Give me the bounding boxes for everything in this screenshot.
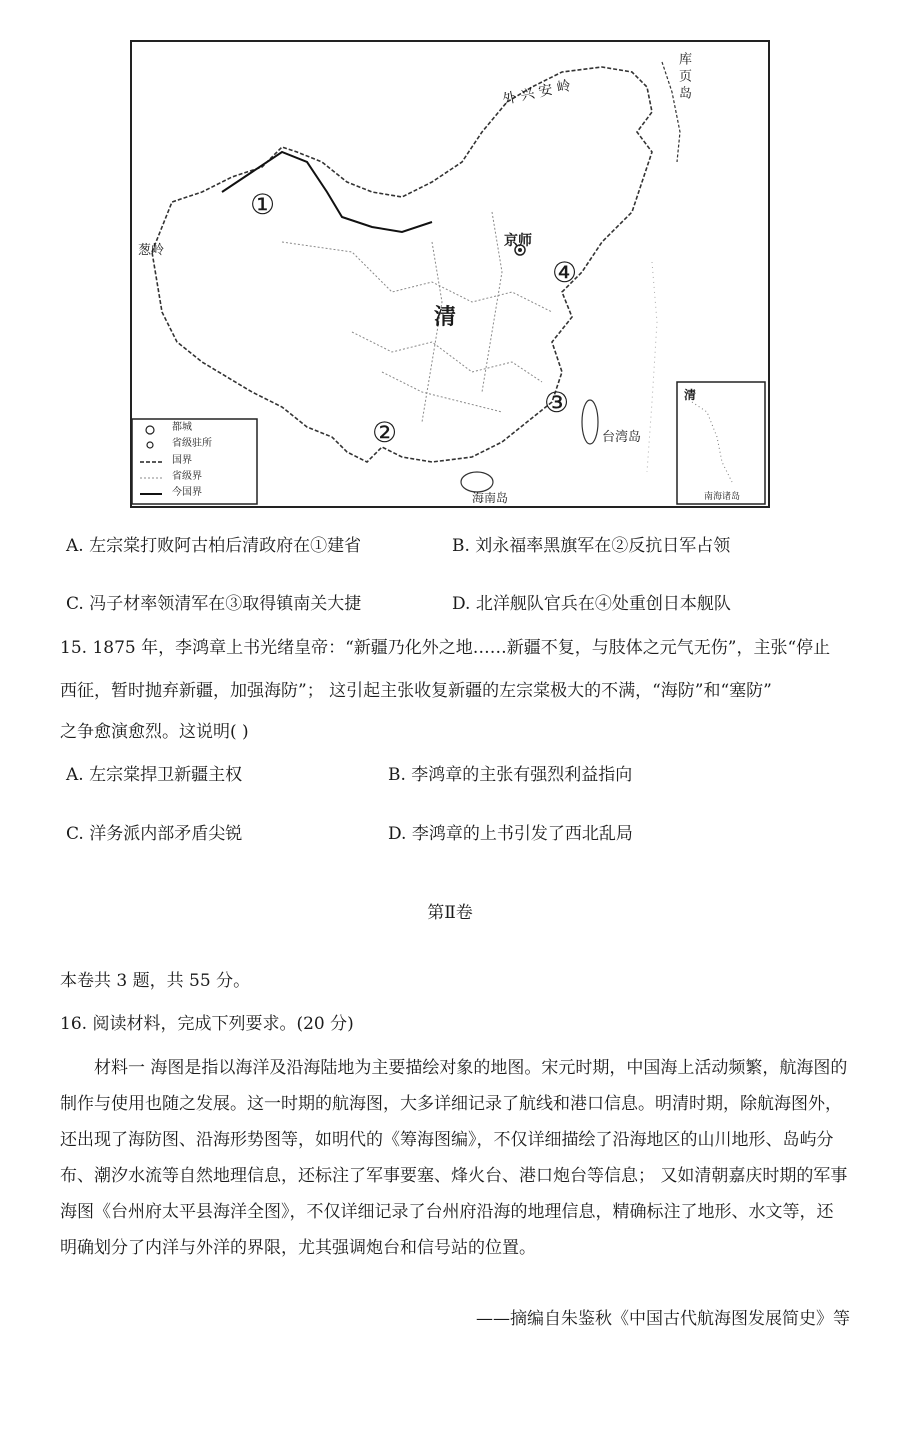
q15-option-a: A. 左宗棠捍卫新疆主权 <box>66 765 243 785</box>
label-congling: 葱岭 <box>138 243 165 258</box>
q14-option-b: B. 刘永福率黑旗军在②反抗日军占领 <box>452 536 731 556</box>
q15-option-d: D. 李鸿章的上书引发了西北乱局 <box>388 824 633 844</box>
marker-1: ① <box>250 188 276 221</box>
q15-line-1: 15. 1875 年，李鸿章上书光绪皇帝：“新疆乃化外之地……新疆不复，与肢体之元气无伤”，主张“停止 <box>60 638 831 658</box>
marker-4: ④ <box>552 256 578 289</box>
label-jingshi: 京师 <box>504 233 532 249</box>
q16-heading: 16. 阅读材料，完成下列要求。(20 分) <box>60 1014 354 1034</box>
q15-option-c: C. 洋务派内部矛盾尖锐 <box>66 824 243 844</box>
marker-2: ② <box>372 416 398 449</box>
material-1-source: ——摘编自朱鉴秋《中国古代航海图发展简史》等 <box>476 1309 850 1329</box>
q14-option-c: C. 冯子材率领清军在③取得镇南关大捷 <box>66 594 362 614</box>
label-taiwan: 台湾岛 <box>602 430 642 445</box>
inset-title: 清 <box>684 388 697 402</box>
q14-option-d: D. 北洋舰队官兵在④处重创日本舰队 <box>452 594 731 614</box>
q14-option-a: A. 左宗棠打败阿古柏后清政府在①建省 <box>66 536 362 556</box>
qing-map-figure <box>130 40 770 508</box>
label-qing: 清 <box>434 304 457 330</box>
q15-option-b: B. 李鸿章的主张有强烈利益指向 <box>388 765 633 785</box>
legend-province: 省级界 <box>172 471 202 482</box>
legend-border: 国界 <box>172 455 192 466</box>
q15-line-2: 西征，暂时抛弃新疆，加强海防”； 这引起主张收复新疆的左宗棠极大的不满，“海防”和“塞防” <box>60 681 772 701</box>
label-hainan: 海南岛 <box>472 491 509 505</box>
material-1-text: 材料一 海图是指以海洋及沿海陆地为主要描绘对象的地图。宋元时期，中国海上活动频繁，航海图的制作与使用也随之发展。这一时期的航海图，大多详细记录了航线和港口信息。明清时期，除航海图外，还出现了海防图、沿海形势图等，如明代的《筹海图编》，不仅详细描绘了沿海地区的山川地形、岛屿分布、潮汐水流等自然地理信息，还标注了军事要塞、烽火台、港口炮台等信息； 又如清朝嘉庆时期的军事海图《台州府太平县海洋全图》，不仅详细记录了台州府沿海的地理信息，精确标注了地形、水文等，还明确划分了内洋与外洋的界限，尤其强调炮台和信号站的位置。 <box>60 1058 848 1258</box>
section-title: 第Ⅱ卷 <box>427 903 473 923</box>
legend-provincial: 省级驻所 <box>172 438 212 449</box>
marker-3: ③ <box>544 386 570 419</box>
inset-caption: 南海诸岛 <box>704 492 741 502</box>
label-xing-an: 外 兴 安 岭 <box>501 77 573 109</box>
section-intro: 本卷共 3 题，共 55 分。 <box>60 971 251 991</box>
legend-today: 今国界 <box>172 487 202 498</box>
q15-line-3: 之争愈演愈烈。这说明( ) <box>60 722 249 742</box>
label-kuye: 库 页 岛 <box>676 52 691 100</box>
legend-capital: 都城 <box>172 422 192 433</box>
map-drawing <box>132 42 768 506</box>
